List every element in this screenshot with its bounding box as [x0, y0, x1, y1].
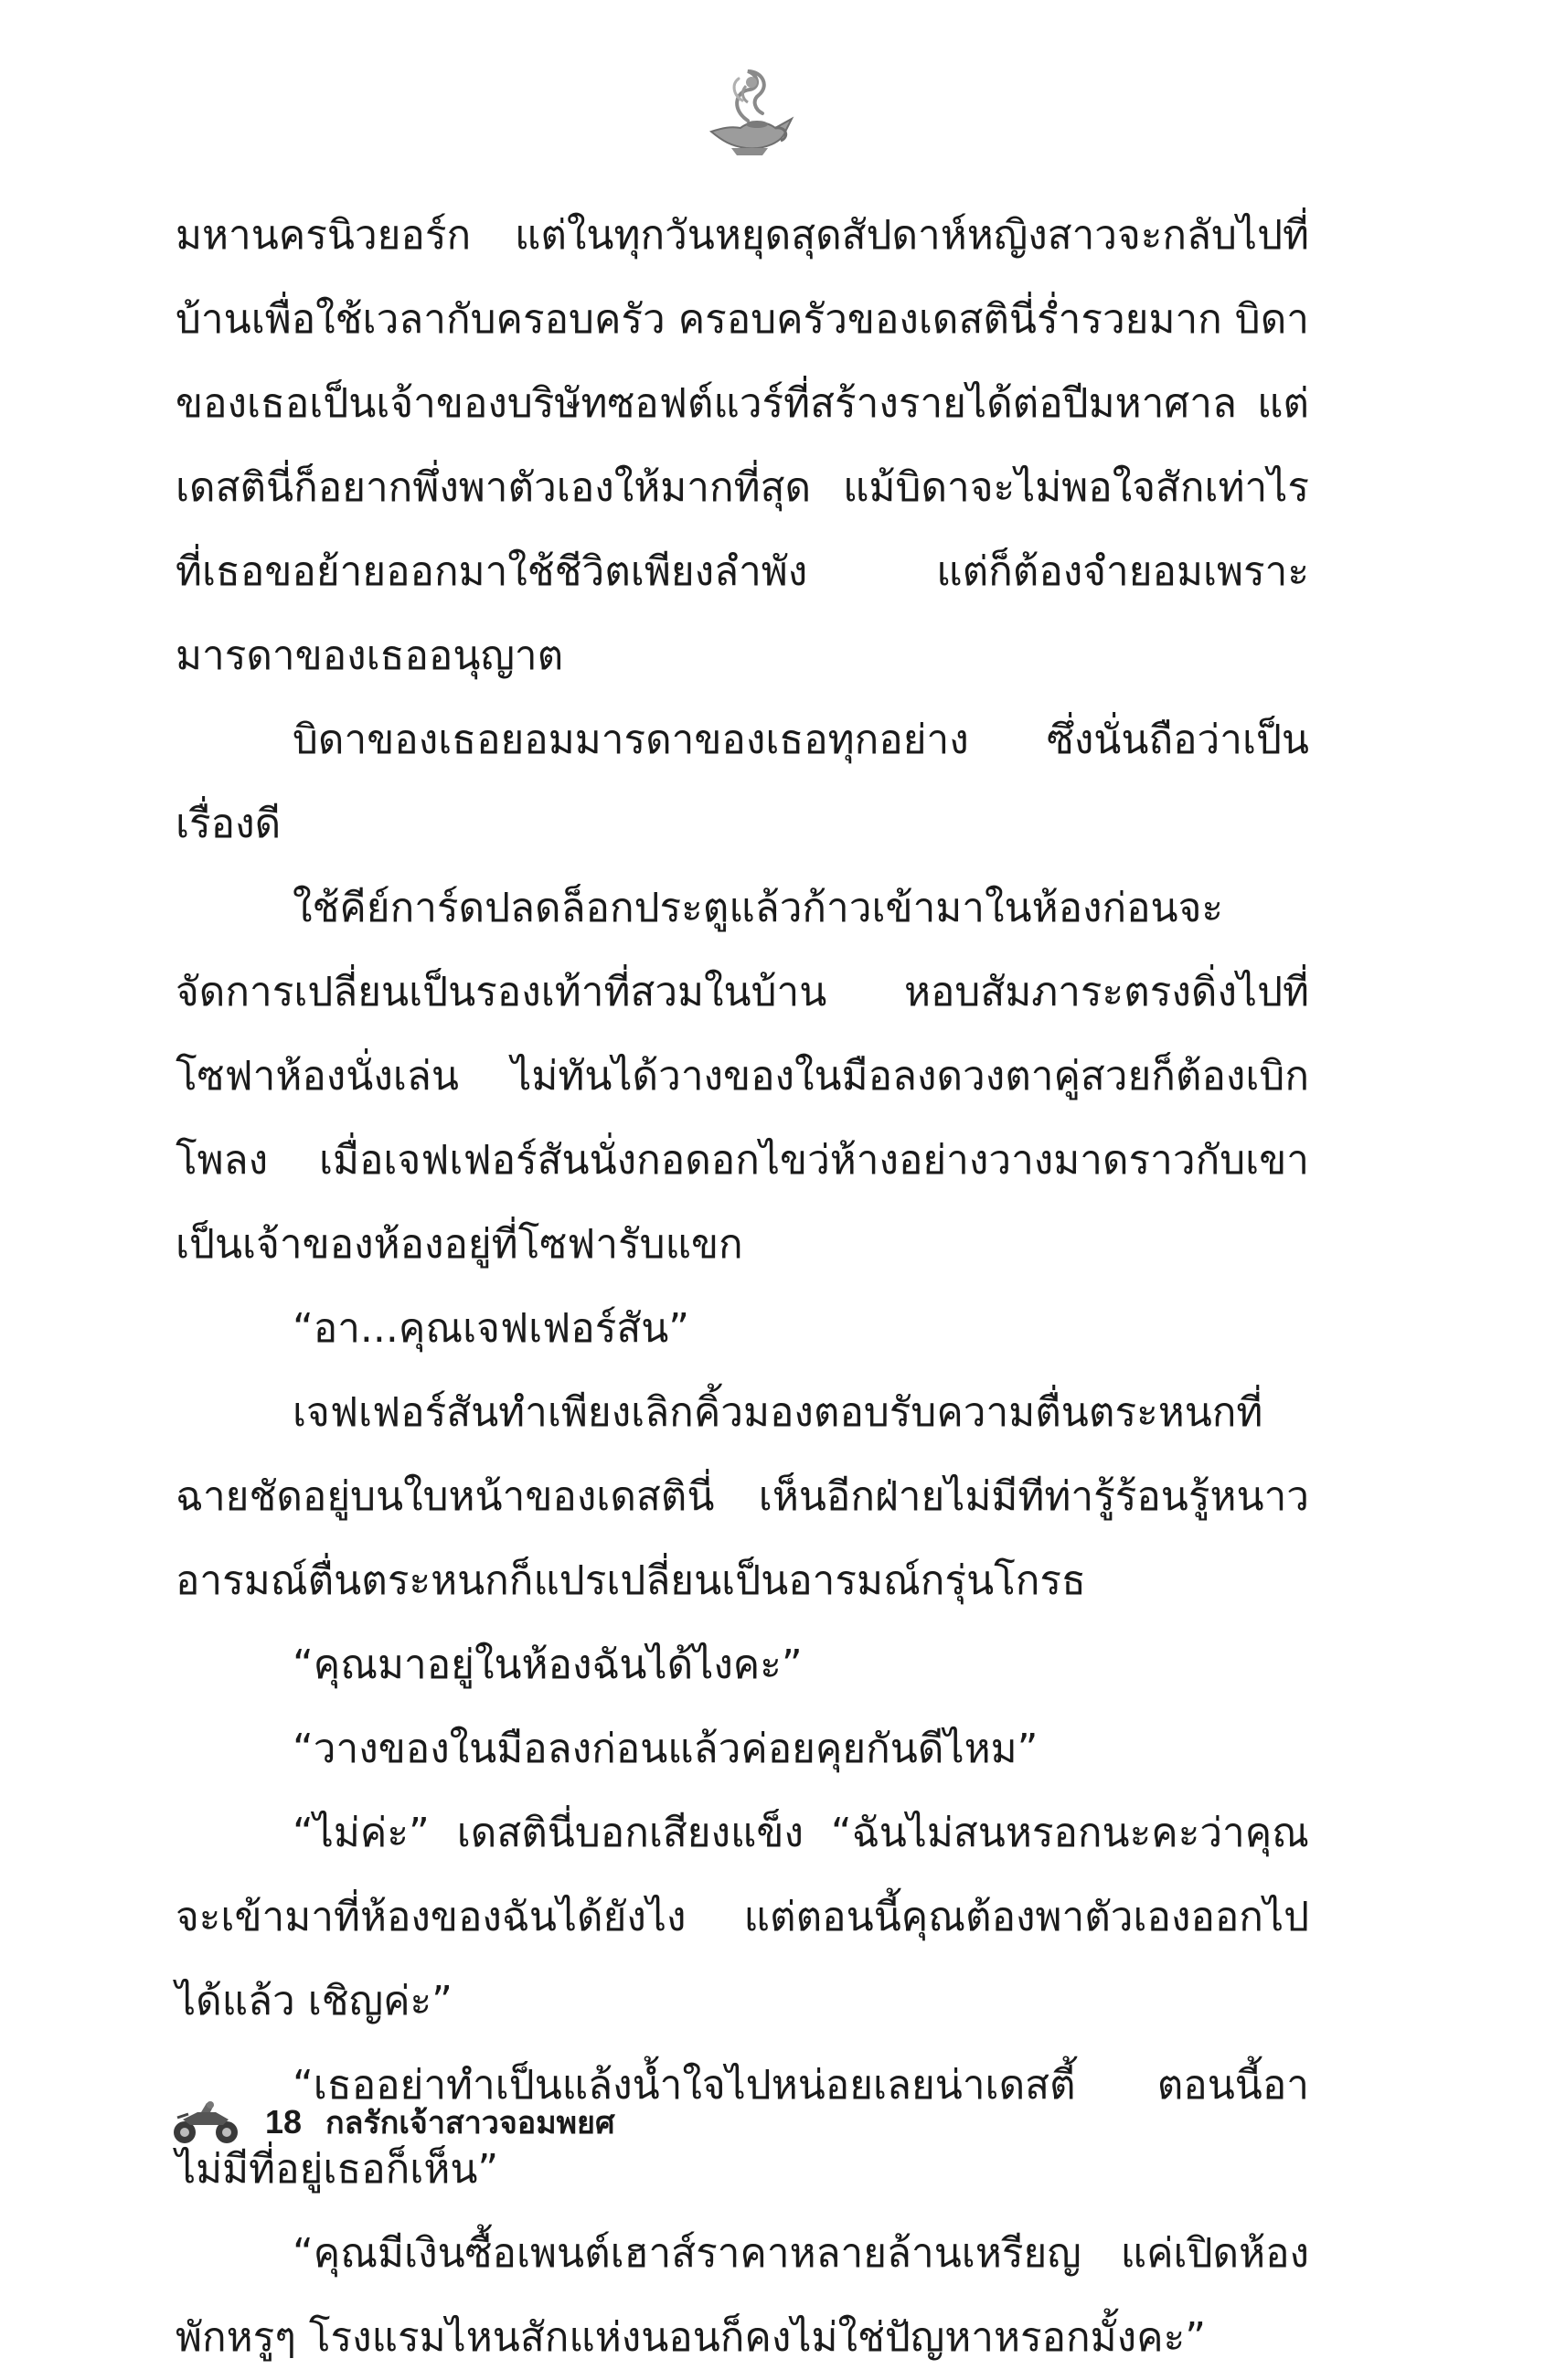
paragraph: มหานครนิวยอร์ก แต่ในทุกวันหยุดสุดสัปดาห์หญิงสาวจะกลับไปที่บ้านเพื่อใช้เวลากับครอบครัว ครอบครัวของเดสตินี่ร่ำรวยมาก บิดาของเธอเป็นเจ้าของบริษัทซอฟต์แวร์ที่สร้างรายได้ต่อปีมหาศาล แต่เดสตินี่ก็อยากพึ่งพาตัวเองให้มากที่สุด แม้บิดาจะไม่พอใจสักเท่าไรที่เธอขอย้ายออกมาใช้ชีวิตเพียงลำพัง แต่ก็ต้องจำยอมเพราะมารดาของเธออนุญาต	[176, 212, 1310, 679]
atv-quad-bike-icon	[170, 2099, 241, 2145]
paragraph: “คุณมาอยู่ในห้องฉันได้ไงคะ”	[293, 1642, 803, 1688]
page-number: 18	[265, 2103, 303, 2141]
page-footer	[170, 2095, 615, 2150]
paragraph: “คุณมีเงินซื้อเพนต์เฮาส์ราคาหลายล้านเหรียญ แค่เปิดห้องพักหรูๆ โรงแรมไหนสักแห่งนอนก็คงไม่ใช่ปัญหาหรอกมั้งคะ”	[176, 2230, 1309, 2361]
paragraph: เจฟเฟอร์สันทำเพียงเลิกคิ้วมองตอบรับความตื่นตระหนกที่ฉายชัดอยู่บนใบหน้าของเดสตินี่ เห็นอีกฝ่ายไม่มีทีท่ารู้ร้อนรู้หนาวอารมณ์ตื่นตระหนกก็แปรเปลี่ยนเป็นอารมณ์กรุ่นโกรธ	[176, 1389, 1309, 1604]
paragraph: “อา...คุณเจฟเฟอร์สัน”	[293, 1305, 690, 1352]
body-text	[176, 194, 1309, 2380]
paragraph: “วางของในมือลงก่อนแล้วค่อยคุยกันดีไหม”	[293, 1726, 1039, 1772]
paragraph: “เธออย่าทำเป็นแล้งน้ำใจไปหน่อยเลยน่าเดสตี้ ตอนนี้อาไม่มีที่อยู่เธอก็เห็น”	[176, 2062, 1309, 2193]
paragraph: บิดาของเธอยอมมารดาของเธอทุกอย่าง ซึ่งนั่นถือว่าเป็นเรื่องดี	[176, 717, 1309, 847]
paragraph: ใช้คีย์การ์ดปลดล็อกประตูแล้วก้าวเข้ามาในห้องก่อนจะจัดการเปลี่ยนเป็นรองเท้าที่สวมในบ้าน หอบสัมภาระตรงดิ่งไปที่โซฟาห้องนั่งเล่น ไม่ทันได้วางของในมือลงดวงตาคู่สวยก็ต้องเบิกโพลง เมื่อเจฟเฟอร์สันนั่งกอดอกไขว่ห้างอย่างวางมาดราวกับเขาเป็นเจ้าของห้องอยู่ที่โซฟารับแขก	[176, 885, 1309, 1268]
genie-lamp-icon	[695, 64, 804, 165]
paragraph: “ไม่ค่ะ” เดสตินี่บอกเสียงแข็ง “ฉันไม่สนหรอกนะคะว่าคุณจะเข้ามาที่ห้องของฉันได้ยังไง แต่ตอนนี้คุณต้องพาตัวเองออกไปได้แล้ว เชิญค่ะ”	[176, 1810, 1309, 2024]
book-title: กลรักเจ้าสาวจอมพยศ	[325, 2105, 615, 2141]
